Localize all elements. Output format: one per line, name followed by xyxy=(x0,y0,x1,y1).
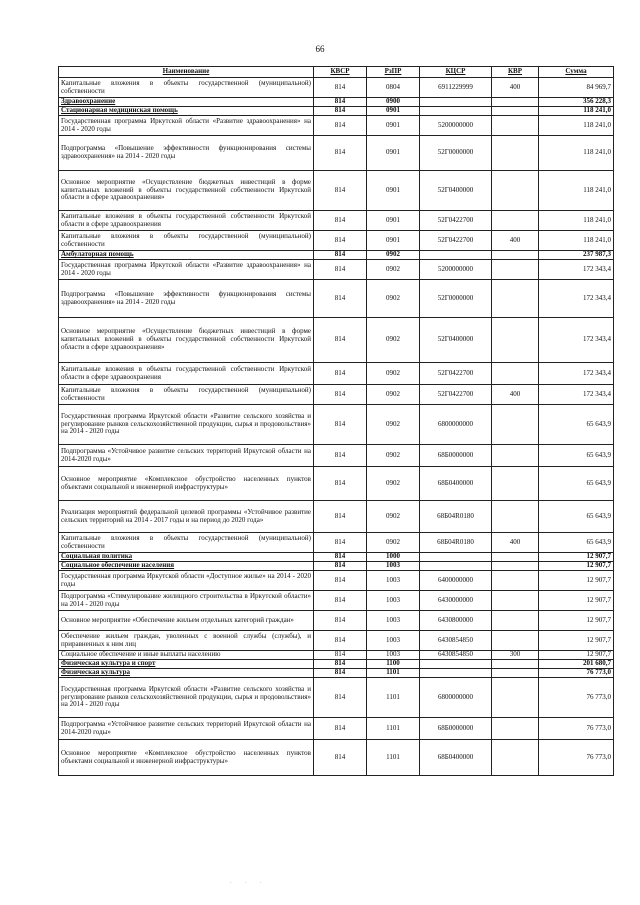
cell-kcsr xyxy=(420,107,492,116)
header-kcsr: КЦСР xyxy=(420,67,492,78)
cell-rzpr: 0902 xyxy=(367,385,420,405)
cell-rzpr: 1101 xyxy=(367,669,420,678)
cell-name: Социальное обеспечение и иные выплаты населению xyxy=(59,651,314,660)
cell-kvr xyxy=(492,631,539,651)
cell-rzpr: 1101 xyxy=(367,740,420,776)
cell-kvr xyxy=(492,553,539,562)
cell-kcsr: 52Г0400000 xyxy=(420,171,492,211)
header-name: Наименование xyxy=(59,67,314,78)
cell-kvsr: 814 xyxy=(314,562,367,571)
page-number: 66 xyxy=(315,44,325,54)
table-row xyxy=(59,501,614,533)
cell-kcsr: 6400000000 xyxy=(420,571,492,591)
cell-rzpr: 0901 xyxy=(367,136,420,171)
table-row xyxy=(59,107,614,116)
cell-kcsr: 5200000000 xyxy=(420,116,492,136)
cell-kvsr: 814 xyxy=(314,211,367,231)
cell-name: Государственная программа Иркутской области «Развитие здравоохранения» на 2014 - 2020 годы xyxy=(59,116,314,136)
cell-kvr xyxy=(492,260,539,280)
cell-kvsr: 814 xyxy=(314,171,367,211)
cell-rzpr: 1003 xyxy=(367,591,420,611)
cell-kvr xyxy=(492,571,539,591)
cell-rzpr: 0901 xyxy=(367,107,420,116)
cell-kcsr: 52Г0422700 xyxy=(420,385,492,405)
cell-kcsr: 68Б04R0180 xyxy=(420,533,492,553)
cell-name: Физическая культура и спорт xyxy=(59,660,314,669)
cell-rzpr: 0902 xyxy=(367,467,420,501)
table-row xyxy=(59,318,614,363)
cell-name: Амбулаторная помощь xyxy=(59,251,314,260)
cell-kcsr: 52Г0422700 xyxy=(420,211,492,231)
cell-kvr xyxy=(492,660,539,669)
cell-kcsr: 68Б0000000 xyxy=(420,718,492,740)
cell-kcsr: 6430800000 xyxy=(420,611,492,631)
table-row xyxy=(59,562,614,571)
cell-sum: 12 907,7 xyxy=(539,591,614,611)
cell-kcsr xyxy=(420,553,492,562)
table-row xyxy=(59,385,614,405)
cell-kvsr: 814 xyxy=(314,445,367,467)
cell-sum: 12 907,7 xyxy=(539,651,614,660)
cell-name: Основное мероприятие «Обеспечение жильем отдельных категорий граждан» xyxy=(59,611,314,631)
cell-kvsr: 814 xyxy=(314,611,367,631)
header-row xyxy=(59,67,614,78)
cell-kvr xyxy=(492,116,539,136)
cell-sum: 201 680,7 xyxy=(539,660,614,669)
cell-kvr: 400 xyxy=(492,533,539,553)
cell-sum: 118 241,0 xyxy=(539,136,614,171)
scan-artifact: . . . xyxy=(230,879,268,885)
cell-kvsr: 814 xyxy=(314,533,367,553)
cell-name: Реализация мероприятий федеральной целевой программы «Устойчивое развитие сельских территорий на 2014 - 2017 годы и на период до 2020 года» xyxy=(59,501,314,533)
cell-rzpr: 0804 xyxy=(367,78,420,98)
cell-name: Капитальные вложения в объекты государственной (муниципальной) собственности xyxy=(59,385,314,405)
cell-rzpr: 0901 xyxy=(367,171,420,211)
cell-kvr xyxy=(492,405,539,445)
cell-kcsr xyxy=(420,669,492,678)
cell-kvsr: 814 xyxy=(314,280,367,318)
cell-sum: 76 773,0 xyxy=(539,718,614,740)
cell-sum: 84 969,7 xyxy=(539,78,614,98)
cell-kcsr: 6430854850 xyxy=(420,631,492,651)
header-kvr: КВР xyxy=(492,67,539,78)
cell-kvr xyxy=(492,107,539,116)
cell-name: Обеспечение жильем граждан, уволенных с военной службы (службы), и приравненных к ним лиц xyxy=(59,631,314,651)
cell-kvsr: 814 xyxy=(314,718,367,740)
cell-sum: 12 907,7 xyxy=(539,571,614,591)
cell-sum: 12 907,7 xyxy=(539,553,614,562)
table-row xyxy=(59,591,614,611)
cell-sum: 172 343,4 xyxy=(539,260,614,280)
cell-kvsr: 814 xyxy=(314,116,367,136)
table-row xyxy=(59,251,614,260)
cell-kcsr: 52Г0422700 xyxy=(420,363,492,385)
cell-sum: 12 907,7 xyxy=(539,562,614,571)
cell-rzpr: 0902 xyxy=(367,501,420,533)
cell-kcsr: 6800000000 xyxy=(420,405,492,445)
cell-kvr xyxy=(492,171,539,211)
cell-kvsr: 814 xyxy=(314,260,367,280)
header-rzpr: РзПР xyxy=(367,67,420,78)
cell-rzpr: 1003 xyxy=(367,651,420,660)
table-row xyxy=(59,363,614,385)
cell-kvr xyxy=(492,211,539,231)
cell-rzpr: 1100 xyxy=(367,660,420,669)
cell-rzpr: 0902 xyxy=(367,533,420,553)
cell-kvr xyxy=(492,98,539,107)
cell-kcsr: 52Г0400000 xyxy=(420,318,492,363)
cell-kvr xyxy=(492,562,539,571)
cell-kvsr: 814 xyxy=(314,318,367,363)
cell-rzpr: 0902 xyxy=(367,405,420,445)
cell-kvsr: 814 xyxy=(314,78,367,98)
cell-rzpr: 1101 xyxy=(367,678,420,718)
cell-rzpr: 0902 xyxy=(367,280,420,318)
cell-rzpr: 0902 xyxy=(367,260,420,280)
cell-name: Государственная программа Иркутской области «Развитие здравоохранения» на 2014 - 2020 годы xyxy=(59,260,314,280)
cell-sum: 172 343,4 xyxy=(539,363,614,385)
table-row xyxy=(59,740,614,776)
cell-sum: 118 241,0 xyxy=(539,211,614,231)
cell-sum: 118 241,0 xyxy=(539,107,614,116)
cell-kvr xyxy=(492,467,539,501)
cell-sum: 118 241,0 xyxy=(539,171,614,211)
cell-name: Капитальные вложения в объекты государственной (муниципальной) собственности xyxy=(59,533,314,553)
cell-rzpr: 0902 xyxy=(367,445,420,467)
cell-kvsr: 814 xyxy=(314,501,367,533)
cell-kvr xyxy=(492,445,539,467)
cell-kcsr: 68Б0400000 xyxy=(420,467,492,501)
table-row xyxy=(59,467,614,501)
cell-kcsr: 6430854850 xyxy=(420,651,492,660)
cell-name: Государственная программа Иркутской области «Развитие сельского хозяйства и регулирование рынков сельскохозяйственной продукции, сырья и продовольствия» на 2014 - 2020 годы xyxy=(59,405,314,445)
cell-kvsr: 814 xyxy=(314,405,367,445)
table-row xyxy=(59,98,614,107)
cell-kvsr: 814 xyxy=(314,107,367,116)
cell-kcsr xyxy=(420,562,492,571)
cell-rzpr: 1003 xyxy=(367,562,420,571)
cell-sum: 118 241,0 xyxy=(539,116,614,136)
cell-name: Социальное обеспечение населения xyxy=(59,562,314,571)
cell-kvsr: 814 xyxy=(314,678,367,718)
cell-kvsr: 814 xyxy=(314,467,367,501)
table-row xyxy=(59,445,614,467)
cell-rzpr: 1003 xyxy=(367,611,420,631)
cell-kvr xyxy=(492,280,539,318)
cell-kcsr xyxy=(420,251,492,260)
budget-table xyxy=(58,66,614,776)
cell-name: Физическая культура xyxy=(59,669,314,678)
table-row xyxy=(59,78,614,98)
cell-rzpr: 0901 xyxy=(367,211,420,231)
table-row xyxy=(59,231,614,251)
cell-kvr xyxy=(492,611,539,631)
cell-rzpr: 0901 xyxy=(367,116,420,136)
cell-kvr xyxy=(492,318,539,363)
cell-kvsr: 814 xyxy=(314,651,367,660)
cell-name: Социальная политика xyxy=(59,553,314,562)
cell-kcsr: 52Г0000000 xyxy=(420,136,492,171)
cell-sum: 76 773,0 xyxy=(539,678,614,718)
cell-rzpr: 1003 xyxy=(367,571,420,591)
cell-kvsr: 814 xyxy=(314,251,367,260)
cell-kvsr: 814 xyxy=(314,669,367,678)
cell-kvsr: 814 xyxy=(314,740,367,776)
cell-rzpr: 0902 xyxy=(367,363,420,385)
cell-kcsr: 68Б0000000 xyxy=(420,445,492,467)
cell-name: Капитальные вложения в объекты государственной (муниципальной) собственности xyxy=(59,231,314,251)
cell-kvr xyxy=(492,669,539,678)
cell-sum: 356 228,3 xyxy=(539,98,614,107)
cell-kvr xyxy=(492,251,539,260)
cell-kcsr: 6430000000 xyxy=(420,591,492,611)
cell-sum: 65 643,9 xyxy=(539,467,614,501)
cell-sum: 172 343,4 xyxy=(539,385,614,405)
cell-kvsr: 814 xyxy=(314,363,367,385)
cell-name: Государственная программа Иркутской области «Доступное жилье» на 2014 - 2020 годы xyxy=(59,571,314,591)
cell-sum: 118 241,0 xyxy=(539,231,614,251)
cell-name: Капитальные вложения в объекты государственной (муниципальной) собственности xyxy=(59,78,314,98)
table-row xyxy=(59,631,614,651)
cell-kvr xyxy=(492,678,539,718)
cell-sum: 237 987,3 xyxy=(539,251,614,260)
cell-name: Основное мероприятие «Комплексное обустройство населенных пунктов объектами социальной и инженерной инфраструктуры» xyxy=(59,740,314,776)
table-row xyxy=(59,280,614,318)
cell-kcsr xyxy=(420,660,492,669)
cell-name: Стационарная медицинская помощь xyxy=(59,107,314,116)
table-row xyxy=(59,571,614,591)
cell-kcsr: 68Б04R0180 xyxy=(420,501,492,533)
table-body xyxy=(59,78,614,776)
cell-kcsr: 52Г0000000 xyxy=(420,280,492,318)
cell-rzpr: 0902 xyxy=(367,251,420,260)
cell-kvsr: 814 xyxy=(314,553,367,562)
cell-sum: 12 907,7 xyxy=(539,611,614,631)
cell-name: Подпрограмма «Повышение эффективности функционирования системы здравоохранения» на 2014 - 2020 годы xyxy=(59,280,314,318)
cell-sum: 12 907,7 xyxy=(539,631,614,651)
cell-rzpr: 0900 xyxy=(367,98,420,107)
cell-rzpr: 1101 xyxy=(367,718,420,740)
cell-rzpr: 0901 xyxy=(367,231,420,251)
cell-sum: 65 643,9 xyxy=(539,405,614,445)
cell-kvsr: 814 xyxy=(314,571,367,591)
table-row xyxy=(59,533,614,553)
table-row xyxy=(59,405,614,445)
cell-rzpr: 1000 xyxy=(367,553,420,562)
cell-kvr xyxy=(492,740,539,776)
header-kvsr: КВСР xyxy=(314,67,367,78)
table-row xyxy=(59,678,614,718)
cell-sum: 65 643,9 xyxy=(539,533,614,553)
table-row xyxy=(59,136,614,171)
cell-kvr xyxy=(492,501,539,533)
cell-name: Здравоохранение xyxy=(59,98,314,107)
cell-kcsr: 6911229999 xyxy=(420,78,492,98)
cell-kcsr: 52Г0422700 xyxy=(420,231,492,251)
cell-name: Основное мероприятие «Осуществление бюджетных инвестиций в форме капитальных вложений в объекты государственной собственности Иркутской области в сфере здравоохранения» xyxy=(59,318,314,363)
cell-name: Капитальные вложения в объекты государственной собственности Иркутской области в сфере здравоохранения xyxy=(59,363,314,385)
cell-kvr xyxy=(492,718,539,740)
cell-kvr: 400 xyxy=(492,78,539,98)
cell-name: Подпрограмма «Устойчивое развитие сельских территорий Иркутской области на 2014-2020 годы» xyxy=(59,445,314,467)
cell-sum: 76 773,0 xyxy=(539,740,614,776)
cell-kvr xyxy=(492,591,539,611)
cell-name: Государственная программа Иркутской области «Развитие сельского хозяйства и регулирование рынков сельскохозяйственной продукции, сырья и продовольствия» на 2014 - 2020 годы xyxy=(59,678,314,718)
cell-kvsr: 814 xyxy=(314,660,367,669)
cell-name: Капитальные вложения в объекты государственной собственности Иркутской области в сфере здравоохранения xyxy=(59,211,314,231)
cell-sum: 65 643,9 xyxy=(539,501,614,533)
table-row xyxy=(59,553,614,562)
cell-kcsr: 5200000000 xyxy=(420,260,492,280)
table-row xyxy=(59,669,614,678)
cell-name: Основное мероприятие «Комплексное обустройство населенных пунктов объектами социальной и инженерной инфраструктуры» xyxy=(59,467,314,501)
cell-sum: 76 773,0 xyxy=(539,669,614,678)
table-row xyxy=(59,171,614,211)
header-sum: Сумма xyxy=(539,67,614,78)
cell-rzpr: 0902 xyxy=(367,318,420,363)
table-header xyxy=(59,67,614,78)
table-row xyxy=(59,260,614,280)
cell-kvsr: 814 xyxy=(314,385,367,405)
cell-name: Подпрограмма «Устойчивое развитие сельских территорий Иркутской области на 2014-2020 годы» xyxy=(59,718,314,740)
cell-sum: 172 343,4 xyxy=(539,280,614,318)
table-row xyxy=(59,660,614,669)
cell-rzpr: 1003 xyxy=(367,631,420,651)
cell-kvsr: 814 xyxy=(314,231,367,251)
cell-kvsr: 814 xyxy=(314,591,367,611)
cell-kvr: 400 xyxy=(492,385,539,405)
cell-kvr xyxy=(492,363,539,385)
cell-name: Подпрограмма «Стимулирование жилищного строительства в Иркутской области» на 2014 - 2020 годы xyxy=(59,591,314,611)
cell-sum: 172 343,4 xyxy=(539,318,614,363)
cell-kvsr: 814 xyxy=(314,98,367,107)
table-row xyxy=(59,611,614,631)
table-row xyxy=(59,651,614,660)
cell-kvsr: 814 xyxy=(314,136,367,171)
cell-kvsr: 814 xyxy=(314,631,367,651)
table-row xyxy=(59,116,614,136)
cell-kvr: 400 xyxy=(492,231,539,251)
cell-sum: 65 643,9 xyxy=(539,445,614,467)
cell-kvr: 300 xyxy=(492,651,539,660)
cell-kcsr: 6800000000 xyxy=(420,678,492,718)
cell-name: Основное мероприятие «Осуществление бюджетных инвестиций в форме капитальных вложений в объекты государственной собственности Иркутской области в сфере здравоохранения» xyxy=(59,171,314,211)
cell-kvr xyxy=(492,136,539,171)
cell-kcsr: 68Б0400000 xyxy=(420,740,492,776)
table-row xyxy=(59,718,614,740)
table-row xyxy=(59,211,614,231)
cell-kcsr xyxy=(420,98,492,107)
cell-name: Подпрограмма «Повышение эффективности функционирования системы здравоохранения» на 2014 - 2020 годы xyxy=(59,136,314,171)
